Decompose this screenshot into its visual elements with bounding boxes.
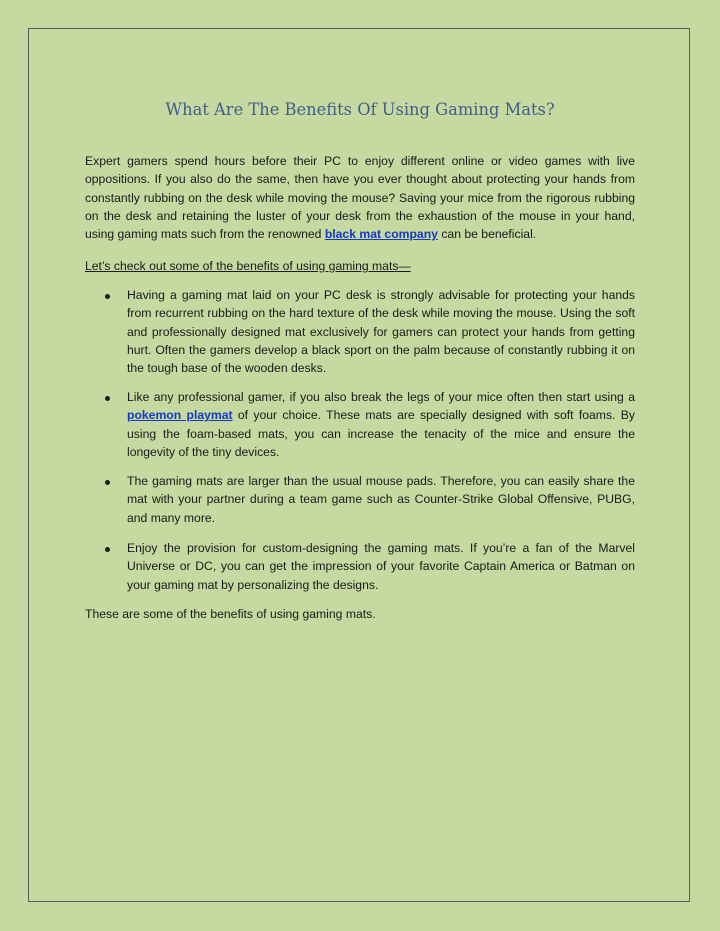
list-item: [85, 539, 635, 594]
intro-text-before: Expert gamers spend hours before their PC to enjoy different online or video games with live oppositions. If you also do the same, then have you ever thought about protecting your hands from constantly rubbing on the desk while moving the mouse? Saving your mice from the rigorous rubbing on the desk and retaining the luster of your desk from the exhaustion of the mouse in your hand, using gaming mats such from the renowned: [85, 154, 635, 242]
list-item-text: The gaming mats are larger than the usual mouse pads. Therefore, you can easily share the mat with your partner during a team game such as Counter-Strike Global Offensive, PUBG, and many more.: [127, 474, 635, 525]
closing-paragraph: These are some of the benefits of using gaming mats.: [85, 607, 376, 621]
list-item: [85, 286, 635, 377]
benefits-lead: Let’s check out some of the benefits of using gaming mats—: [85, 259, 411, 273]
list-item: [85, 388, 635, 461]
list-item-text: Enjoy the provision for custom-designing the gaming mats. If you’re a fan of the Marvel Universe or DC, you can get the impression of your favorite Captain America or Batman on your gaming mat by personalizing the designs.: [127, 541, 635, 592]
bullet-icon: [105, 480, 110, 485]
list-item-text-before: Like any professional gamer, if you also break the legs of your mice often then start using a: [127, 390, 635, 404]
page-title: What Are The Benefits Of Using Gaming Mats?: [165, 100, 555, 119]
black-mat-company-link[interactable]: black mat company: [324, 227, 438, 242]
list-item-text-after: of your choice. These mats are specially designed with soft foams. By using the foam-based mats, you can increase the tenacity of the mice and ensure the longevity of the tiny devices.: [127, 408, 635, 459]
intro-text-after: can be beneficial.: [437, 227, 537, 242]
pokemon-playmat-link[interactable]: pokemon playmat: [127, 408, 233, 423]
bullet-icon: [105, 294, 110, 299]
intro-paragraph: [85, 152, 635, 243]
bullet-icon: [105, 547, 110, 552]
list-item-text: [127, 388, 635, 461]
list-item-text: Having a gaming mat laid on your PC desk is strongly advisable for protecting your hands from recurrent rubbing on the hard texture of the desk while moving the mouse. Using the soft and professionally designed mat exclusively for gamers can protect your hands from getting hurt. Often the gamers develop a black sport on the palm because of constantly rubbing it on the tough base of the wooden desks.: [127, 288, 635, 376]
bullet-icon: [105, 396, 110, 401]
list-item: [85, 472, 635, 527]
